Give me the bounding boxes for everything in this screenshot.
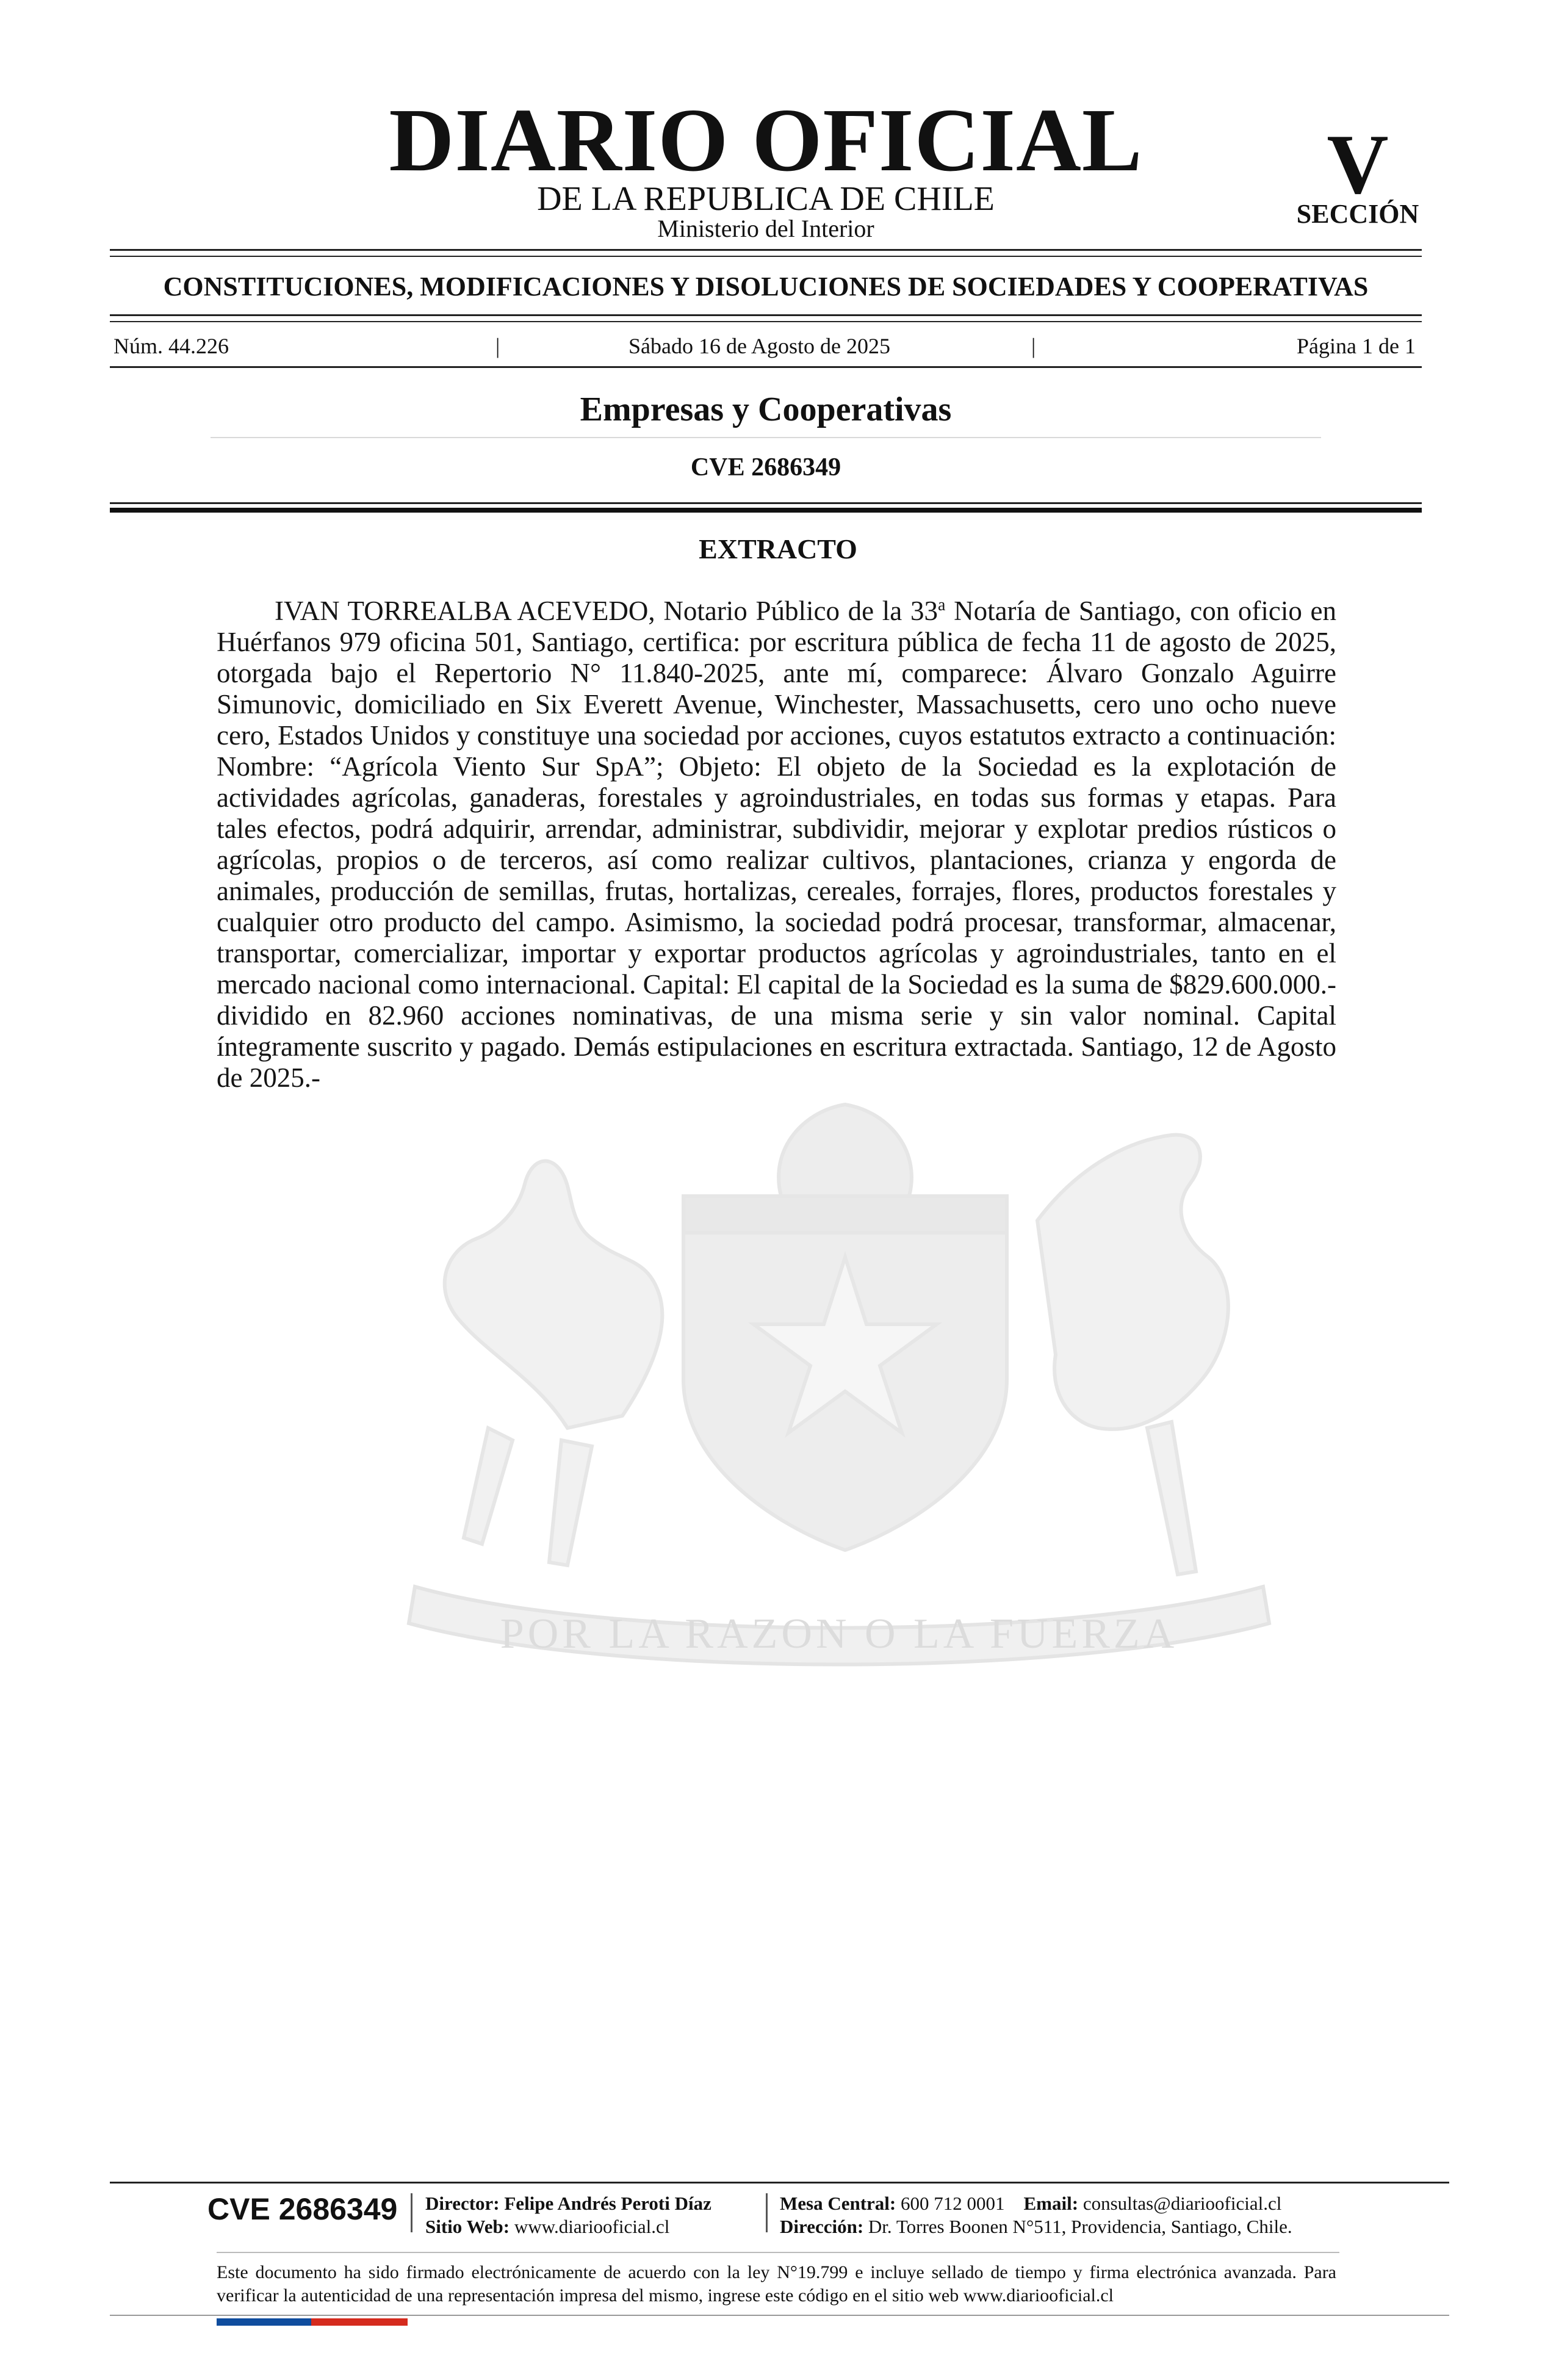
mesa-label: Mesa Central: <box>780 2193 896 2214</box>
issue-date: Sábado 16 de Agosto de 2025 <box>629 334 890 358</box>
footer-bottom-rule <box>110 2315 1449 2316</box>
header-rule-1 <box>110 249 1422 251</box>
header-rule-6 <box>110 502 1422 504</box>
body-part-1: IVAN TORREALBA ACEVEDO, Notario Público de la 33 <box>275 596 938 626</box>
header-rule-7 <box>110 508 1422 513</box>
footer-contact <box>780 2192 1281 2215</box>
web-label: Sitio Web: <box>425 2216 510 2237</box>
mesa-value: 600 712 0001 <box>901 2193 1005 2214</box>
address-label: Dirección: <box>780 2216 864 2237</box>
meta-separator: | <box>495 334 500 358</box>
masthead-subtitle: DE LA REPUBLICA DE CHILE <box>537 180 995 218</box>
ordinal-marker: a <box>937 596 946 615</box>
footer-divider <box>411 2193 412 2232</box>
category-banner: CONSTITUCIONES, MODIFICACIONES Y DISOLUCIONES DE SOCIEDADES Y COOPERATIVAS <box>163 272 1369 301</box>
page-indicator: Página 1 de 1 <box>1297 334 1416 358</box>
coat-of-arms-icon <box>305 1037 1373 1709</box>
heading-divider <box>211 437 1321 438</box>
issue-number: Núm. 44.226 <box>113 334 229 358</box>
email-link[interactable]: consultas@diariooficial.cl <box>1082 2193 1282 2214</box>
footer-cve-code: CVE 2686349 <box>207 2192 398 2226</box>
footer-website <box>425 2215 669 2238</box>
footer-divider-line <box>217 2252 1339 2253</box>
ministry-label: Ministerio del Interior <box>657 215 874 242</box>
section-word: SECCIÓN <box>1296 199 1419 229</box>
header-rule-3 <box>110 314 1422 316</box>
header-rule-4 <box>110 321 1422 322</box>
director-label: Director: <box>425 2193 500 2214</box>
address-value: Dr. Torres Boonen N°511, Providencia, Santiago, Chile. <box>868 2216 1292 2237</box>
footer-director <box>425 2192 711 2215</box>
email-label: Email: <box>1023 2193 1079 2214</box>
section-letter: V <box>1327 117 1389 212</box>
web-link[interactable]: www.diariooficial.cl <box>514 2216 670 2237</box>
header-rule-2 <box>110 256 1422 257</box>
director-value: Felipe Andrés Peroti Díaz <box>504 2193 711 2214</box>
masthead-title: DIARIO OFICIAL <box>389 90 1143 190</box>
document-body <box>217 596 1336 1094</box>
cve-code: CVE 2686349 <box>690 453 841 481</box>
header-rule-5 <box>110 366 1422 368</box>
meta-separator: | <box>1031 334 1036 358</box>
watermark-motto: POR LA RAZON O LA FUERZA <box>500 1610 1178 1657</box>
footer-rule <box>110 2182 1449 2183</box>
document-title: EXTRACTO <box>699 533 857 564</box>
flag-stripe-blue <box>217 2318 311 2326</box>
body-part-2: Notaría de Santiago, con oficio en Huérfanos 979 oficina 501, Santiago, certifica: por escritura pública de fecha 11 de agosto de 2025, otorgada bajo el Repertorio N° 11.840-2025, ante mí, comparece: Álvaro Gonzalo Aguirre Simunovic, domiciliado en Six Everett Avenue, Winchester, Massachusetts, cero uno ocho nueve cero, Estados Unidos y constituye una sociedad por acciones, cuyos estatutos extracto a continuación: Nombre: “Agrícola Viento Sur SpA”; Objeto: El objeto de la Sociedad es la explotación de actividades agrícolas, ganaderas, forestales y agroindustriales, en todas sus formas y etapas. Para tales efectos, podrá adquirir, arrendar, administrar, subdividir, mejorar y explotar predios rústicos o agrícolas, propios o de terceros, así como realizar cultivos, plantaciones, crianza y engorda de animales, producción de semillas, frutas, hortalizas, cereales, forrajes, flores, productos forestales y cualquier otro producto del campo. Asimismo, la sociedad podrá procesar, transformar, almacenar, transportar, comercializar, importar y exportar productos agrícolas y agroindustriales, tanto en el mercado nacional como internacional. Capital: El capital de la Sociedad es la suma de $829.600.000.- dividido en 82.960 acciones nominativas, de una misma serie y sin valor nominal. Capital íntegramente suscrito y pagado. Demás estipulaciones en escritura extractada. Santiago, 12 de Agosto de 2025.- <box>217 596 1337 1093</box>
flag-stripe-red <box>311 2318 408 2326</box>
footer-legal-note: Este documento ha sido firmado electrónicamente de acuerdo con la ley N°19.799 e incluye sellado de tiempo y firma electrónica avanzada. Para verificar la autenticidad de una representación impresa del mismo, ingrese este código en el sitio web www.diariooficial.cl <box>217 2262 1336 2306</box>
footer-divider <box>766 2193 768 2232</box>
section-heading: Empresas y Cooperativas <box>580 391 952 428</box>
footer-address <box>780 2215 1292 2238</box>
